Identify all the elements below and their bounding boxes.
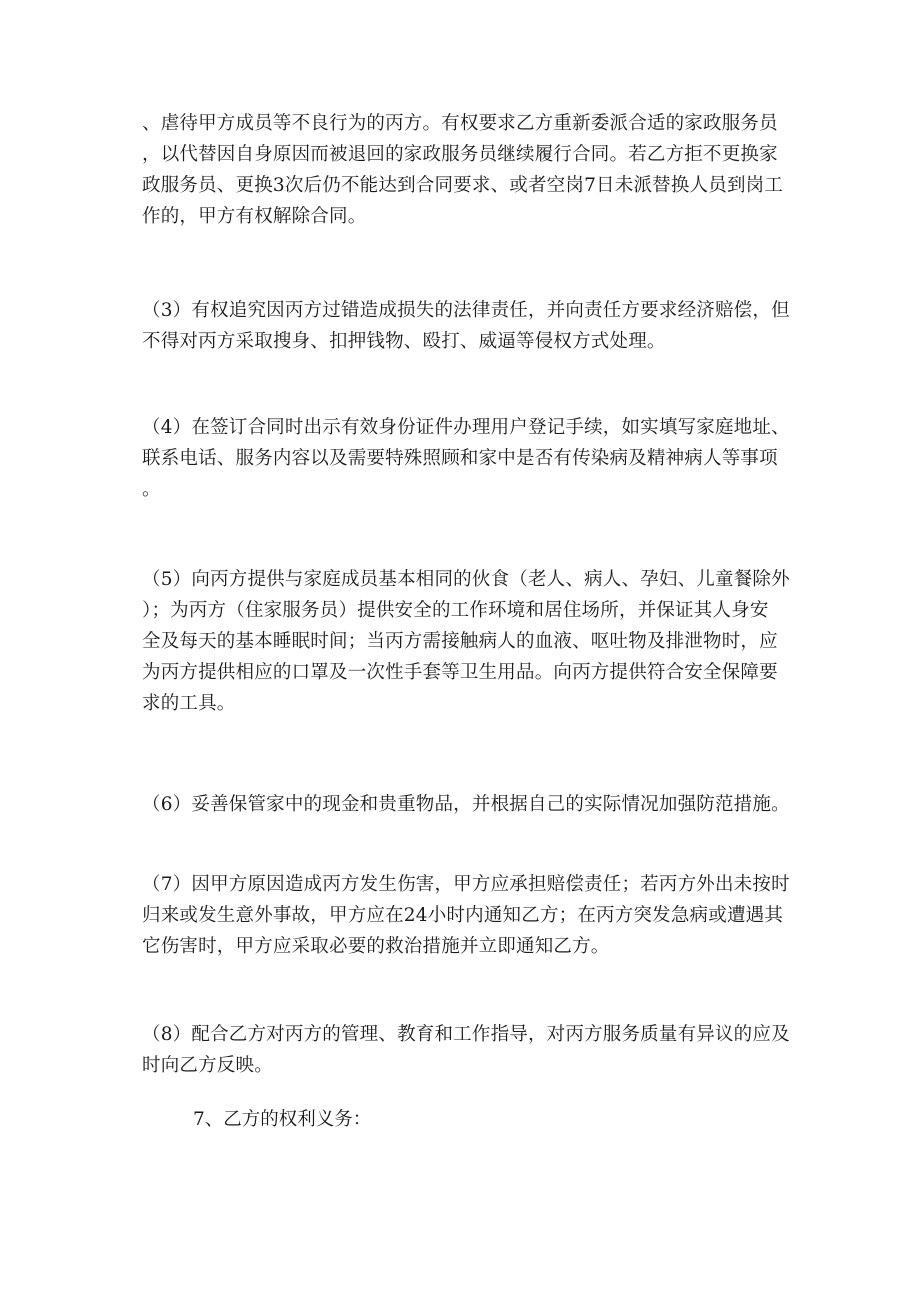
paragraph-item-5 (142, 564, 792, 719)
text-line: 它伤害时，甲方应采取必要的救治措施并立即通知乙方。 (142, 936, 610, 957)
paragraph-item-3 (142, 295, 792, 357)
paragraph-continuation (142, 108, 792, 232)
text-line: 。 (142, 479, 161, 500)
text-line: （5）向丙方提供与家庭成员基本相同的伙食（老人、病人、孕妇、儿童餐除外 (142, 569, 790, 590)
text-line: （6）妥善保管家中的现金和贵重物品，并根据自己的实际情况加强防范措施。 (142, 794, 790, 815)
section-heading: 7、乙方的权利义务： (193, 1109, 372, 1130)
text-line: （4）在签订合同时出示有效身份证件办理用户登记手续，如实填写家庭地址、 (142, 417, 790, 438)
paragraph-item-6 (142, 789, 792, 820)
text-line: ，以代替因自身原因而被退回的家政服务员继续履行合同。若乙方拒不更换家 (142, 144, 778, 165)
text-line: 联系电话、服务内容以及需要特殊照顾和家中是否有传染病及精神病人等事项 (142, 448, 778, 469)
text-line: （3）有权追究因丙方过错造成损失的法律责任，并向责任方要求经济赔偿，但 (142, 300, 790, 321)
paragraph-item-8 (142, 1019, 792, 1081)
text-line: 时向乙方反映。 (142, 1055, 273, 1076)
text-line: 为丙方提供相应的口罩及一次性手套等卫生用品。向丙方提供符合安全保障要 (142, 662, 778, 683)
text-line: ）；为丙方（住家服务员）提供安全的工作环境和居住场所，并保证其人身安 (142, 600, 769, 621)
text-line: 不得对丙方采取搜身、扣押钱物、殴打、威逼等侵权方式处理。 (142, 331, 666, 352)
text-line: 求的工具。 (142, 693, 236, 714)
text-line: 作的，甲方有权解除合同。 (142, 206, 367, 227)
paragraph-item-4 (142, 412, 792, 505)
text-line: （8）配合乙方对丙方的管理、教育和工作指导，对丙方服务质量有异议的应及 (142, 1024, 790, 1045)
text-line: 、虐待甲方成员等不良行为的丙方。有权要求乙方重新委派合适的家政服务员 (142, 113, 778, 134)
text-line: 全及每天的基本睡眠时间；当丙方需接触病人的血液、呕吐物及排泄物时，应 (142, 631, 778, 652)
text-line: 归来或发生意外事故，甲方应在24小时内通知乙方；在丙方突发急病或遭遇其 (142, 905, 784, 926)
text-line: （7）因甲方原因造成丙方发生伤害，甲方应承担赔偿责任；若丙方外出未按时 (142, 874, 790, 895)
text-line: 政服务员、更换3次后仍不能达到合同要求、或者空岗7日未派替换人员到岗工 (142, 175, 784, 196)
paragraph-item-7 (142, 869, 792, 962)
